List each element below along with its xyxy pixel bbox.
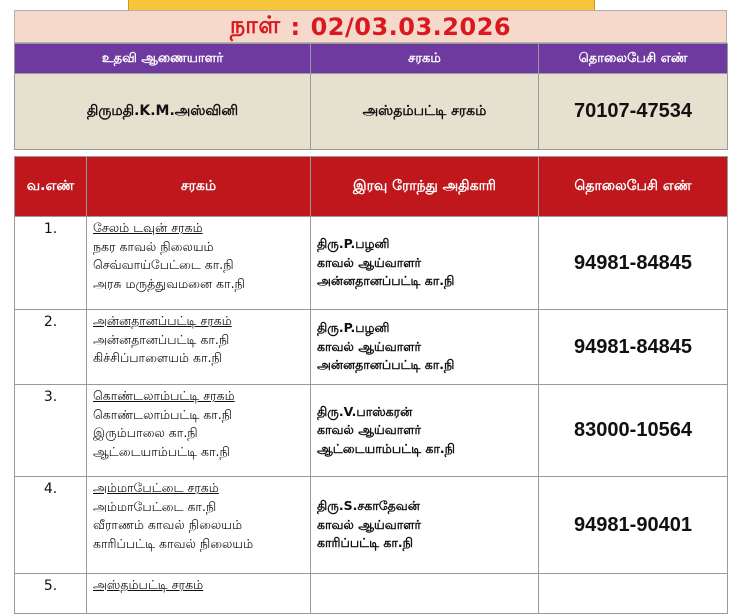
officer-rank: காவல் ஆய்வாளர் <box>317 254 422 270</box>
station-item: காரிப்பட்டி காவல் நிலையம் <box>93 535 254 551</box>
station-item: கிச்சிப்பாளையம் கா.நி <box>93 350 222 365</box>
station-item: அன்னதானப்பட்டி கா.நி <box>93 331 230 347</box>
date-label: நாள் <box>229 11 281 39</box>
station-list <box>87 477 311 574</box>
station-item: கொண்டலாம்பட்டி கா.நி <box>93 406 233 422</box>
range-title: அம்மாபேட்டை சரகம் <box>93 480 219 495</box>
station-item: நகர காவல் நிலையம் <box>93 238 214 254</box>
officer-station: ஆட்டையாம்பட்டி கா.நி <box>317 440 456 456</box>
station-list <box>87 574 311 614</box>
date-value: 02/03.03.2026 <box>310 12 512 41</box>
officer-details <box>311 385 539 477</box>
serial-number: 5. <box>15 574 87 614</box>
station-item: ஆட்டையாம்பட்டி கா.நி <box>93 443 230 459</box>
phone-number: 83000-10564 <box>539 385 728 477</box>
range-title: கொண்டலாம்பட்டி சரகம் <box>93 388 235 403</box>
station-item: செவ்வாய்பேட்டை கா.நி <box>93 257 234 272</box>
serial-number: 1. <box>15 217 87 310</box>
table-row <box>15 217 728 310</box>
serial-number: 2. <box>15 310 87 385</box>
phone-number: 94981-84845 <box>539 310 728 385</box>
range-title: அஸ்தம்பட்டி சரகம் <box>93 577 204 592</box>
range-title: அன்னதானப்பட்டி சரகம் <box>93 313 232 328</box>
phone-number: 70107-47534 <box>539 74 728 150</box>
table-row <box>15 310 728 385</box>
station-item: அம்மாபேட்டை கா.நி <box>93 498 217 514</box>
officer-name: திரு.V.பாஸ்கரன் <box>317 403 413 419</box>
assistant-commissioner-row <box>15 74 728 150</box>
phone-number: 94981-84845 <box>539 217 728 310</box>
station-item: அரசு மருத்துவமனை கா.நி <box>93 275 245 291</box>
header-night-patrol-officer: இரவு ரோந்து அதிகாரி <box>311 157 539 217</box>
officer-rank: காவல் ஆய்வாளர் <box>317 516 422 532</box>
header-range: சரகம் <box>87 157 311 217</box>
table-row <box>15 477 728 574</box>
officer-station: காரிப்பட்டி கா.நி <box>317 535 414 551</box>
officer-details <box>311 310 539 385</box>
header-assistant-commissioner: உதவி ஆணையாளர் <box>15 44 311 74</box>
station-item: வீராணம் காவல் நிலையம் <box>93 517 243 532</box>
officer-details <box>311 477 539 574</box>
officer-name: திரு.P.பழனி <box>317 236 390 252</box>
header-range: சரகம் <box>311 44 539 74</box>
officer-name: திரு.P.பழனி <box>317 320 390 336</box>
night-patrol-table <box>14 156 728 614</box>
officer-name: திரு.S.சகாதேவன் <box>317 498 420 514</box>
header-phone: தொலைபேசி எண் <box>539 157 728 217</box>
officer-station: அன்னதானப்பட்டி கா.நி <box>317 357 455 373</box>
station-list <box>87 385 311 477</box>
table-row <box>15 385 728 477</box>
phone-number: 94981-90401 <box>539 477 728 574</box>
officer-rank: காவல் ஆய்வாளர் <box>317 422 422 438</box>
officer-station: அன்னதானப்பட்டி கா.நி <box>317 273 455 289</box>
serial-number: 4. <box>15 477 87 574</box>
table-row <box>15 574 728 614</box>
serial-number: 3. <box>15 385 87 477</box>
station-list <box>87 217 311 310</box>
range-name: அஸ்தம்பட்டி சரகம் <box>311 74 539 150</box>
phone-number <box>539 574 728 614</box>
station-list <box>87 310 311 385</box>
officer-name: திருமதி.K.M.அஸ்வினி <box>15 74 311 150</box>
station-item: இரும்பாலை கா.நி <box>93 425 198 440</box>
header-phone: தொலைபேசி எண் <box>539 44 728 74</box>
date-separator: : <box>290 12 301 41</box>
date-row <box>14 10 727 43</box>
header-serial-number: வ.எண் <box>15 157 87 217</box>
officer-details <box>311 217 539 310</box>
assistant-commissioner-table <box>14 43 728 150</box>
range-title: சேலம் டவுன் சரகம் <box>93 220 203 235</box>
officer-details <box>311 574 539 614</box>
officer-rank: காவல் ஆய்வாளர் <box>317 338 422 354</box>
